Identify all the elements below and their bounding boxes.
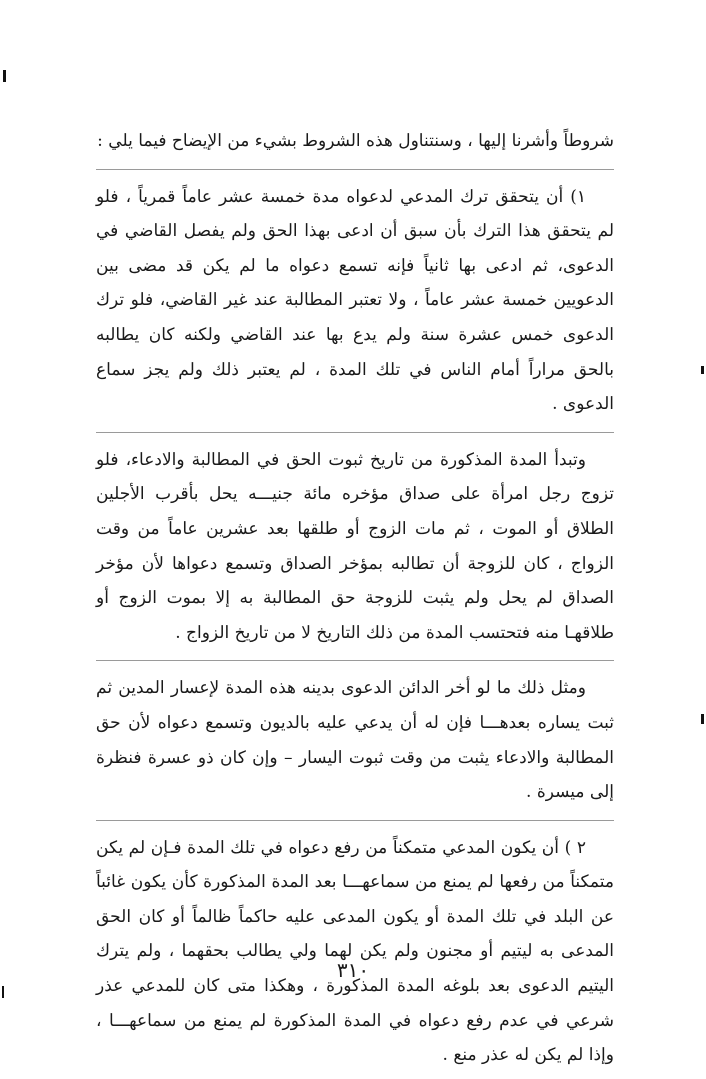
page-number: ٣١٠: [336, 958, 370, 982]
separator-line: [96, 820, 614, 821]
paragraph-debtor-example: ومثل ذلك ما لو أخر الدائن الدعوى بدينه هذه المدة لإعسار المدين ثم ثبت يساره بعدهـــا فإن له أن يدعي عليه بالديون وتسمع دعواه لأن حق المطالبة والادعاء يثبت من وقت ثبوت اليسار – وإن كان ذو عسرة فنظرة إلى ميسرة .: [96, 678, 614, 803]
paragraph-condition-1: ١) أن يتحقق ترك المدعي لدعواه مدة خمسة عشر عاماً قمرياً ، فلو لم يتحقق هذا الترك بأن سبق أن ادعى بهذا الحق ولم يفصل القاضي في الدعوى، ثم ادعى بها ثانياً فإنه تسمع دعواه ما لم يكن قد مضى بين الدعويين خمسة عشر عاماً ، ولا تعتبر المطالبة عند غير القاضي، فلو ترك الدعوى خمس عشرة سنة ولم يدع بها عند القاضي ولكنه كان يطالبه بالحق مراراً أمام الناس في تلك المدة ، لم يعتبر ذلك ولم يجز سماع الدعوى .: [96, 186, 614, 415]
separator-line: [96, 432, 614, 433]
separator-line: [96, 660, 614, 661]
scan-edge-mark: [701, 714, 704, 724]
paragraph-start-date: وتبدأ المدة المذكورة من تاريخ ثبوت الحق في المطالبة والادعاء، فلو تزوج رجل امرأة على صداق مؤخره مائة جنيـــه يحل بأقرب الأجلين الطلاق أو الموت ، ثم مات الزوج أو طلقها بعد عشرين عاماً من وقت الزواج ، كان للزوجة أن تطالبه بمؤخر الصداق وتسمع دعواها لأن مؤخر الصداق لم يحل ولم يثبت للزوجة حق المطالبة به إلا بموت الزوج أو طلاقهـا منه فتحتسب المدة من ذلك التاريخ لا من تاريخ الزواج .: [96, 449, 614, 643]
page-body-text: [96, 124, 614, 1073]
scan-edge-mark: [3, 70, 6, 82]
paragraph-condition-2: ٢ ) أن يكون المدعي متمكناً من رفع دعواه في تلك المدة فـإن لم يكن متمكناً من رفعها لم يمنع من سماعهـــا بعد المدة المذكورة كأن يكون غائباً عن البلد في تلك المدة أو يكون المدعى عليه حاكماً ظالماً أو كان الحق المدعى به ليتيم أو مجنون ولم يكن لهما ولي يطالب بحقهما ، ولم يترك اليتيم الدعوى بعد بلوغه المدة المذكورة ، وهكذا متى كان للمدعي عذر شرعي في عدم رفع دعواه في المدة المذكورة لم يمنع من سماعهـــا ، وإذا لم يكن له عذر منع .: [96, 837, 614, 1066]
separator-line: [96, 169, 614, 170]
scan-edge-mark: [2, 986, 4, 998]
scan-edge-mark: [701, 366, 704, 374]
paragraph-intro: شروطاً وأشرنا إليها ، وسنتناول هذه الشروط بشيء من الإيضاح فيما يلي :: [97, 131, 614, 151]
